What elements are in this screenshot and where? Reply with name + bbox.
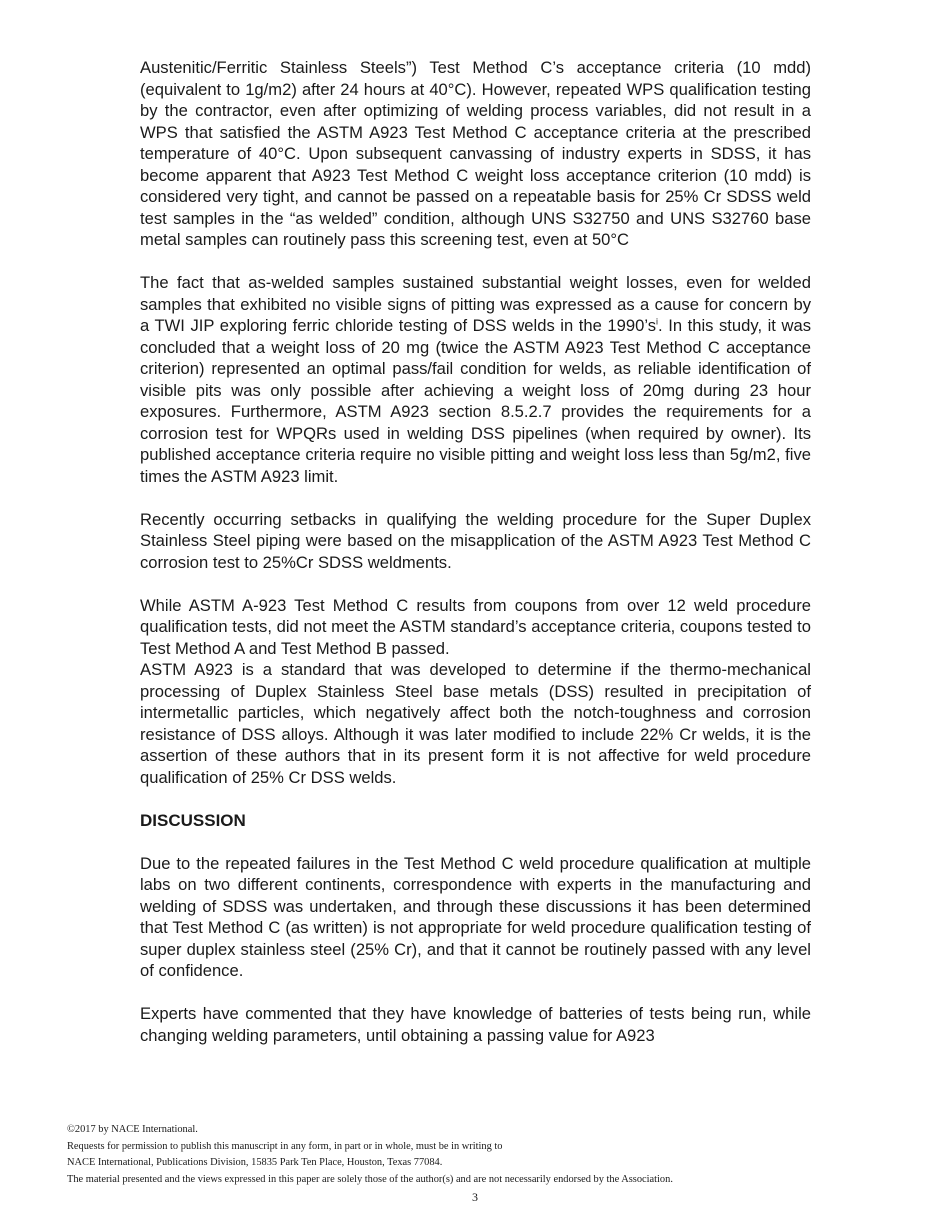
endnote-marker: i	[656, 316, 659, 327]
paragraph-acceptance-criteria: Austenitic/Ferritic Stainless Steels”) Test Method C’s acceptance criteria (10 mdd) (equivalent to 1g/m2) after 24 hours at 40°C). However, repeated WPS qualification testing by the contractor, even after optimizing of welding process variables, did not result in a WPS that satisfied the ASTM A923 Test Method C acceptance criteria at the prescribed temperature of 40°C. Upon subsequent canvassing of industry experts in SDSS, it has become apparent that A923 Test Method C weight loss acceptance criterion (10 mdd) is considered very tight, and cannot be passed on a repeatable basis for 25% Cr SDSS weld test samples in the “as welded” condition, although UNS S32750 and UNS S32760 base metal samples can routinely pass this screening test, even at 50°C	[140, 58, 811, 249]
paragraph-twi-jip	[140, 272, 811, 487]
paragraph-repeated-failures: Due to the repeated failures in the Test Method C weld procedure qualification at multiple labs on two different continents, correspondence with experts in the manufacturing and welding of SDSS was undertaken, and through these discussions it has been determined that Test Method C (as written) is not appropriate for weld procedure qualification testing of super duplex stainless steel (25% Cr), and that it cannot be routinely passed with any level of confidence.	[140, 853, 811, 980]
footer-address: NACE International, Publications Division, 15835 Park Ten Place, Houston, Texas 77084.	[67, 1157, 443, 1168]
paragraph-experts: Experts have commented that they have knowledge of batteries of tests being run, while changing welding parameters, until obtaining a passing value for A923	[140, 1004, 811, 1045]
body-text	[140, 57, 811, 1068]
paragraph-twi-jip-start: The fact that as-welded samples sustained substantial weight losses, even for welded samples that exhibited no visible signs of pitting was expressed as a cause for concern by a TWI JIP exploring ferric chloride testing of DSS welds in the 1990’s	[140, 273, 811, 335]
paragraph-setbacks: Recently occurring setbacks in qualifying the welding procedure for the Super Duplex Stainless Steel piping were based on the misapplication of the ASTM A923 Test Method C corrosion test to 25%Cr SDSS weldments.	[140, 509, 811, 572]
section-heading-discussion: DISCUSSION	[140, 810, 246, 830]
page-number: 3	[472, 1190, 478, 1204]
paragraph-test-results: While ASTM A-923 Test Method C results from coupons from over 12 weld procedure qualification tests, did not meet the ASTM standard’s acceptance criteria, coupons tested to Test Method A and Test Method B passed.	[140, 595, 811, 658]
footer-permission: Requests for permission to publish this manuscript in any form, in part or in whole, must be in writing to	[67, 1140, 503, 1152]
footer-disclaimer: The material presented and the views expressed in this paper are solely those of the author(s) and are not necessarily endorsed by the Association.	[67, 1173, 673, 1185]
paragraph-astm-a923: ASTM A923 is a standard that was developed to determine if the thermo-mechanical processing of Duplex Stainless Steel base metals (DSS) resulted in precipitation of intermetallic particles, which negatively affect both the notch-toughness and corrosion resistance of DSS alloys. Although it was later modified to include 22% Cr welds, it is the assertion of these authors that in its present form it is not affective for weld procedure qualification of 25% Cr DSS welds.	[140, 660, 811, 787]
footer	[67, 1122, 673, 1188]
footer-copyright: ©2017 by NACE International.	[67, 1124, 198, 1135]
paragraph-twi-jip-end: . In this study, it was concluded that a weight loss of 20 mg (twice the ASTM A923 Test Method C acceptance criterion) represented an optimal pass/fail condition for welds, as reliable identification of visible pits was only possible after achieving a weight loss of 20mg during 23 hour exposures. Furthermore, ASTM A923 section 8.5.2.7 provides the requirements for a corrosion test for WPQRs used in welding DSS pipelines (when required by owner). Its published acceptance criteria require no visible pitting and weight loss less than 5g/m2, five times the ASTM A923 limit.	[140, 316, 811, 486]
